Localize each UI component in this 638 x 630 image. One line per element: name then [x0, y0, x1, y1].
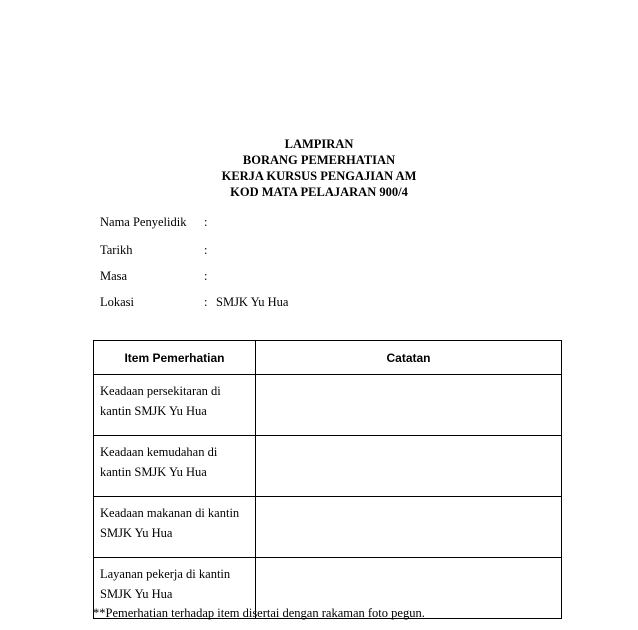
header-notes: Catatan [256, 341, 562, 375]
table-header-row [94, 341, 562, 375]
title-line-appendix: LAMPIRAN [284, 137, 354, 151]
notes-cell[interactable] [256, 375, 562, 436]
title-line-coursework: KERJA KURSUS PENGAJIAN AM [221, 169, 417, 183]
title-line-subject-code: KOD MATA PELAJARAN 900/4 [230, 185, 408, 199]
item-text: SMJK Yu Hua [100, 526, 173, 540]
info-colon: : [204, 269, 208, 283]
observation-table [93, 340, 562, 619]
item-cell [94, 375, 256, 436]
item-text: kantin SMJK Yu Hua [100, 404, 207, 418]
item-text: Keadaan makanan di kantin [100, 506, 240, 520]
item-text: Layanan pekerja di kantin [100, 567, 231, 581]
item-text: Keadaan kemudahan di [100, 445, 218, 459]
info-label: Tarikh [100, 243, 133, 257]
info-label: Nama Penyelidik [100, 215, 187, 229]
info-colon: : [204, 295, 208, 309]
info-colon: : [204, 243, 208, 257]
document-title [0, 136, 638, 200]
item-text: SMJK Yu Hua [100, 587, 173, 601]
item-text: kantin SMJK Yu Hua [100, 465, 207, 479]
item-text: Keadaan persekitaran di [100, 384, 221, 398]
info-value-location: SMJK Yu Hua [216, 295, 289, 309]
notes-cell[interactable] [256, 497, 562, 558]
table-row [94, 375, 562, 436]
footnote: **Pemerhatian terhadap item disertai dengan rakaman foto pegun. [93, 606, 425, 620]
notes-cell[interactable] [256, 436, 562, 497]
item-cell [94, 497, 256, 558]
info-label: Lokasi [100, 295, 135, 309]
title-line-form: BORANG PEMERHATIAN [242, 153, 396, 167]
table-row [94, 497, 562, 558]
item-cell [94, 436, 256, 497]
info-label: Masa [100, 269, 128, 283]
header-item: Item Pemerhatian [94, 341, 256, 375]
table-row [94, 436, 562, 497]
info-colon: : [204, 215, 208, 229]
